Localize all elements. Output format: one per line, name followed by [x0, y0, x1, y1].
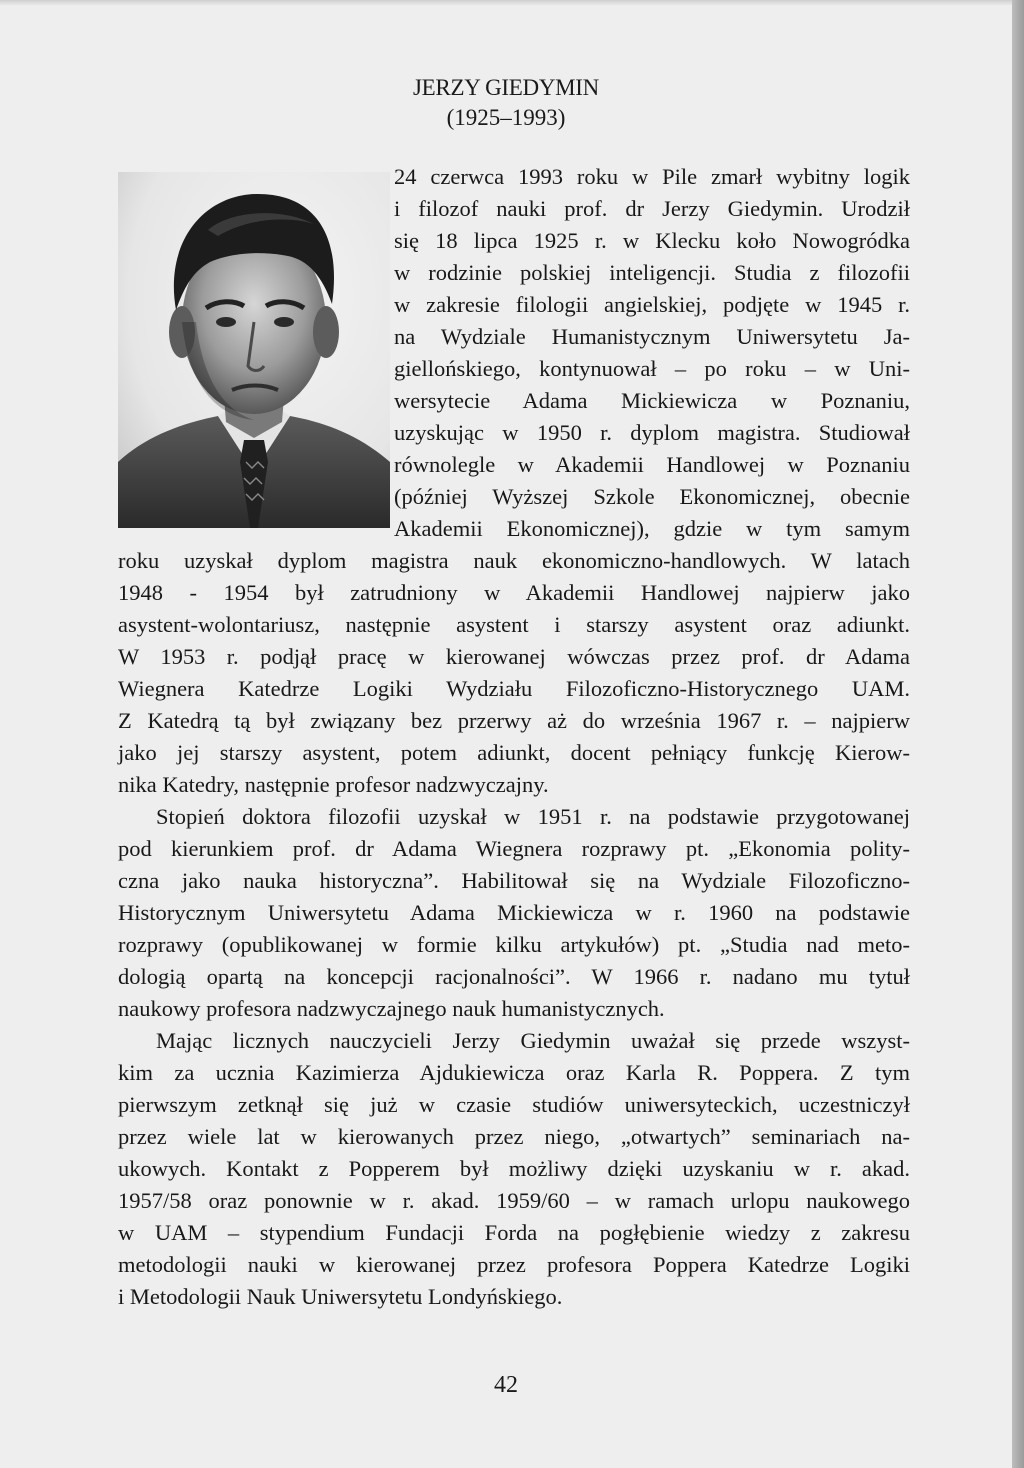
text-line: nika Katedry, następnie profesor nadzwyczajny.	[118, 772, 549, 797]
text-line: pierwszym zetknął się już w czasie studiów uniwersyteckich, uczestniczył	[118, 1092, 910, 1117]
text-line: i Metodologii Nauk Uniwersytetu Londyńskiego.	[118, 1284, 563, 1309]
text-line: Akademii Ekonomicznej), gdzie w tym samym	[394, 516, 910, 541]
page-top-edge	[0, 0, 1012, 6]
text-line: naukowy profesora nadzwyczajnego nauk humanistycznych.	[118, 996, 665, 1021]
text-line: (później Wyższej Szkole Ekonomicznej, obecnie	[394, 484, 910, 509]
text-line: W 1953 r. podjął pracę w kierowanej wówczas przez prof. dr Adama	[118, 644, 910, 669]
text-line: w rodzinie polskiej inteligencji. Studia z filozofii	[394, 260, 910, 285]
text-line: 1948 - 1954 był zatrudniony w Akademii Handlowej najpierw jako	[118, 580, 910, 605]
text-line: Z Katedrą tą był związany bez przerwy aż do września 1967 r. – najpierw	[118, 708, 910, 733]
text-line: się 18 lipca 1925 r. w Klecku koło Nowogródka	[394, 228, 910, 253]
text-line: Stopień doktora filozofii uzyskał w 1951 r. na podstawie przygotowanej	[156, 804, 910, 829]
text-line: 1957/58 oraz ponownie w r. akad. 1959/60 – w ramach urlopu naukowego	[118, 1188, 910, 1213]
text-line: pod kierunkiem prof. dr Adama Wiegnera rozprawy pt. „Ekonomia polity-	[118, 836, 910, 861]
text-line: roku uzyskał dyplom magistra nauk ekonomiczno-handlowych. W latach	[118, 548, 910, 573]
text-line: przez wiele lat w kierowanych przez niego, „otwartych” seminariach na-	[118, 1124, 910, 1149]
text-line: Historycznym Uniwersytetu Adama Mickiewicza w r. 1960 na podstawie	[118, 900, 910, 925]
text-line: Mając licznych nauczycieli Jerzy Giedymin uważał się przede wszyst-	[156, 1028, 910, 1053]
text-line: kim za ucznia Kazimierza Ajdukiewicza oraz Karla R. Poppera. Z tym	[118, 1060, 910, 1085]
text-line: ukowych. Kontakt z Popperem był możliwy dzięki uzyskaniu w r. akad.	[118, 1156, 910, 1181]
text-line: metodologii nauki w kierowanej przez profesora Poppera Katedrze Logiki	[118, 1252, 910, 1277]
page-number: 42	[494, 1372, 518, 1398]
text-line: czna jako nauka historyczna”. Habilitował się na Wydziale Filozoficzno-	[118, 868, 910, 893]
text-line: wersytecie Adama Mickiewicza w Poznaniu,	[394, 388, 910, 413]
text-line: giellońskiego, kontynuował – po roku – w Uni-	[394, 356, 910, 381]
text-line: uzyskując w 1950 r. dyplom magistra. Studiował	[394, 420, 910, 445]
text-line: w UAM – stypendium Fundacji Forda na pogłębienie wiedzy z zakresu	[118, 1220, 910, 1245]
text-line: dologią opartą na koncepcji racjonalności”. W 1966 r. nadano mu tytuł	[118, 964, 910, 989]
text-line: w zakresie filologii angielskiej, podjęte w 1945 r.	[394, 292, 910, 317]
biography-dates: (1925–1993)	[446, 105, 566, 130]
biography-title: JERZY GIEDYMIN	[413, 75, 599, 100]
text-line: równolegle w Akademii Handlowej w Poznaniu	[394, 452, 910, 477]
text-line: 24 czerwca 1993 roku w Pile zmarł wybitny logik	[394, 164, 910, 189]
text-line: jako jej starszy asystent, potem adiunkt, docent pełniący funkcję Kierow-	[118, 740, 910, 765]
text-line: na Wydziale Humanistycznym Uniwersytetu Ja-	[394, 324, 910, 349]
text-line: rozprawy (opublikowanej w formie kilku artykułów) pt. „Studia nad meto-	[118, 932, 910, 957]
text-line: Wiegnera Katedrze Logiki Wydziału Filozoficzno-Historycznego UAM.	[118, 676, 910, 701]
portrait-photo-icon	[118, 172, 390, 528]
text-line: i filozof nauki prof. dr Jerzy Giedymin. Urodził	[394, 196, 910, 221]
page-right-edge	[1012, 0, 1024, 1468]
text-line: asystent-wolontariusz, następnie asystent i starszy asystent oraz adiunkt.	[118, 612, 910, 637]
portrait-photo	[118, 172, 390, 528]
